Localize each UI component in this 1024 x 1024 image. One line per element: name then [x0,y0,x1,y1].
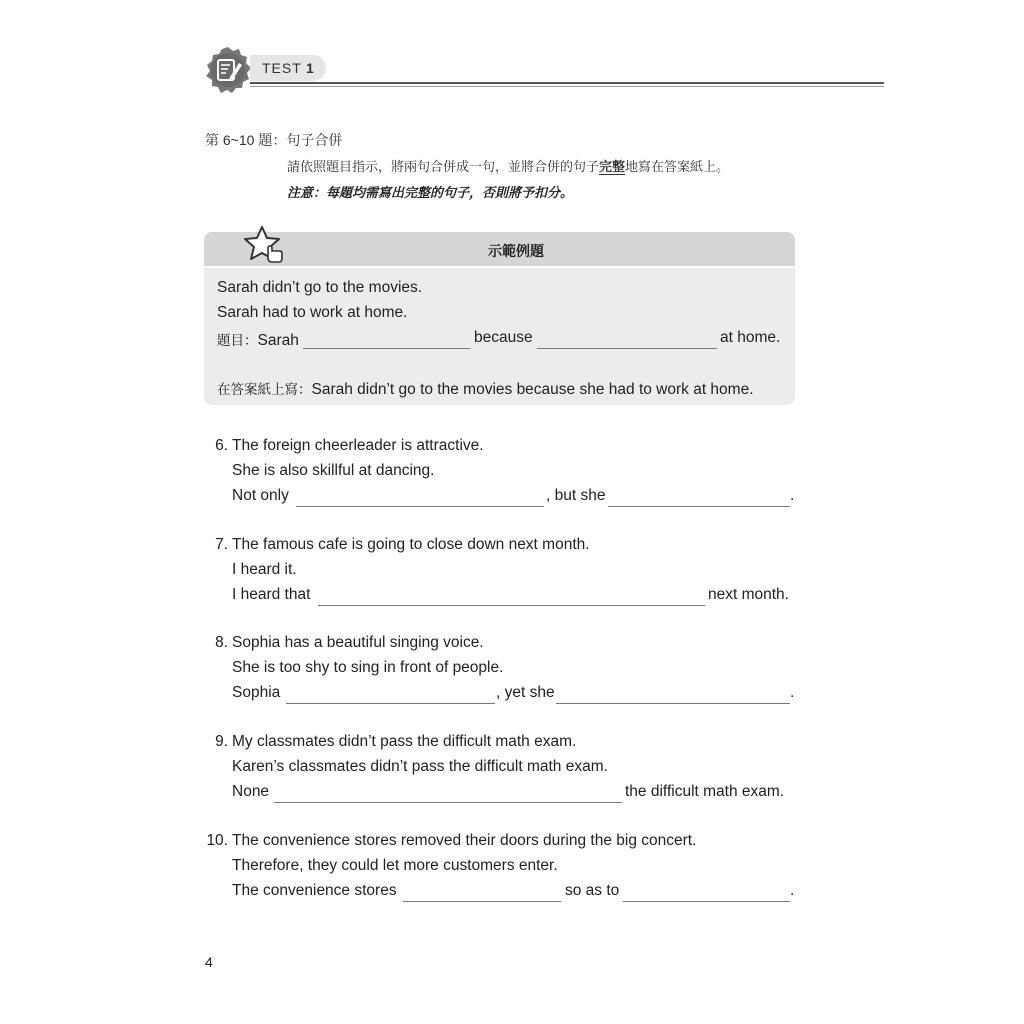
answer-blank[interactable] [318,605,705,606]
question-prompt-end: the difficult math exam. [625,783,785,800]
question-prompt-end: . [790,882,795,899]
example-answer [217,378,754,399]
question-prompt-start: The convenience stores [232,882,397,899]
answer-blank[interactable] [403,901,561,902]
example-divider [204,266,795,268]
answer-blank[interactable] [296,506,544,507]
example-prompt-start: Sarah [257,332,299,349]
question-prompt-mid: , but she [546,487,606,504]
question-prompt-end: . [790,487,795,504]
question-line-2: I heard it. [232,561,297,578]
instruction-text [287,156,729,175]
question-prompt-mid: so as to [565,882,620,899]
section-title: 第 6~10 題：句子合併 [205,132,343,148]
question-prompt-start: Not only [232,487,289,504]
question-prompt-end: next month. [708,586,789,603]
question-number: 10. [206,832,228,849]
instruction-note: 注意：每題均需寫出完整的句子，否則將予扣分。 [287,185,574,200]
question-number: 8. [215,634,228,651]
test-label: TEST [262,60,302,76]
answer-blank[interactable] [286,703,495,704]
question-number: 7. [215,536,228,553]
instruction-emphasis: 完整 [599,159,626,174]
answer-blank[interactable] [274,802,622,803]
instruction-before: 請依照題目指示，將兩句合併成一句，並將合併的句子 [287,159,600,174]
example-prompt [217,329,299,350]
star-hand-icon [242,224,286,264]
example-prompt-end: at home. [720,329,781,346]
question-prompt-start: None [232,783,270,800]
question-line-1: Sophia has a beautiful singing voice. [232,634,484,651]
answer-blank[interactable] [623,901,790,902]
question-line-2: Karen’s classmates didn’t pass the difficult math exam. [232,758,608,775]
instruction-after: 地寫在答案紙上。 [625,159,730,174]
example-blank-1 [303,348,470,349]
question-line-1: My classmates didn’t pass the difficult math exam. [232,733,577,750]
test-tab [250,55,326,81]
question-prompt-start: I heard that [232,586,311,603]
question-line-1: The foreign cheerleader is attractive. [232,437,484,454]
example-sentence-2: Sarah had to work at home. [217,304,408,321]
pencil-note-icon [204,46,252,94]
example-answer-label: 在答案紙上寫： [217,382,312,397]
example-answer-text: Sarah didn’t go to the movies because she had to work at home. [311,381,754,398]
question-number: 6. [215,437,228,454]
question-prompt-mid: , yet she [496,684,555,701]
header-rule [250,82,884,84]
answer-blank[interactable] [556,703,790,704]
answer-blank[interactable] [608,506,790,507]
example-title: 示範例題 [488,243,544,259]
question-line-2: Therefore, they could let more customers enter. [232,857,558,874]
example-prompt-mid: because [474,329,533,346]
example-sentence-1: Sarah didn’t go to the movies. [217,279,423,296]
question-prompt-start: Sophia [232,684,281,701]
test-number: 1 [306,60,315,76]
example-blank-2 [537,348,717,349]
question-number: 9. [215,733,228,750]
header-rule-thin [250,86,884,87]
question-line-1: The convenience stores removed their doors during the big concert. [232,832,697,849]
page-number: 4 [205,954,213,970]
question-prompt-end: . [790,684,795,701]
question-line-2: She is too shy to sing in front of people. [232,659,504,676]
question-line-2: She is also skillful at dancing. [232,462,435,479]
question-line-1: The famous cafe is going to close down next month. [232,536,590,553]
example-prompt-label: 題目： [217,333,258,348]
